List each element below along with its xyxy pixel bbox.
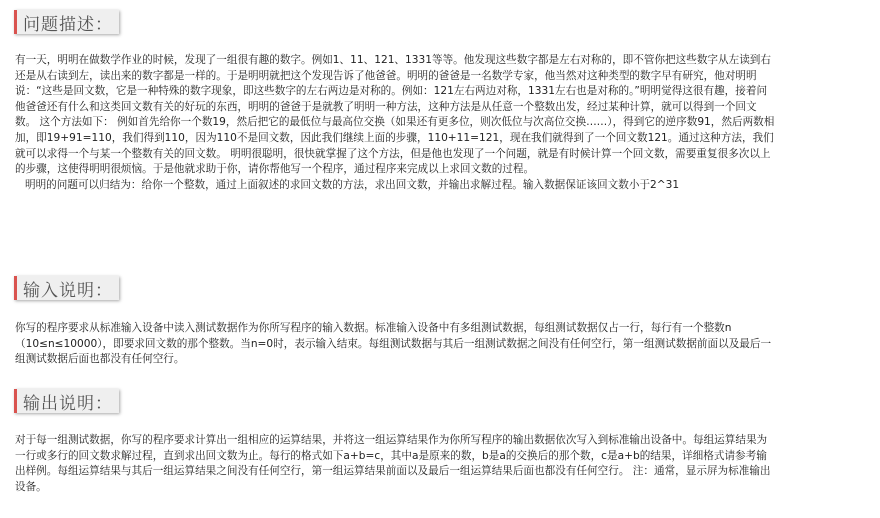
problem-section-title bbox=[14, 10, 119, 34]
problem-paragraph-2: 明明的问题可以归结为：给你一个整数，通过上面叙述的求回文数的方法，求出回文数，并输出求解过程。输入数据保证该回文数小于2^31 bbox=[25, 178, 680, 191]
input-description bbox=[15, 321, 775, 368]
problem-description bbox=[15, 53, 775, 193]
input-title-text: 输入说明： bbox=[23, 280, 113, 301]
output-title-text: 输出说明： bbox=[23, 393, 113, 414]
problem-title-text: 问题描述： bbox=[23, 14, 113, 35]
problem-paragraph-1: 有一天，明明在做数学作业的时候，发现了一组很有趣的数字。例如1、11、121、1331等等。他发现这些数字都是左右对称的，即不管你把这些数字从左读到右还是从右读到左，读出来的数字都是一样的。于是明明就把这个发现告诉了他爸爸。明明的爸爸是一名数学专家，他当然对这种类型的数字早有研究，他对明明说：“这些是回文数，它是一种特殊的数字现象，即这些数字的左右两边是对称的。例如：121左右两边对称，1331左右也是对称的。”明明觉得这很有趣，接着问他爸爸还有什么和这类回文数有关的好玩的东西，明明的爸爸于是就教了明明一种方法，这种方法是从任意一个整数出发，经过某种计算，就可以得到一个回文数。 这个方法如下： 例如首先给你一个数19，然后把它的最低位与最高位交换（如果还有更多位，则次低位与次高位交换……），得到它的逆序数91，然后两数相加，即19+91=110，我们得到110，因为110不是回文数，因此我们继续上面的步骤，110+11=121，现在我们就得到了一个回文数121。通过这种方法，我们就可以求得一个与某一个整数有关的回文数。 明明很聪明，很快就掌握了这个方法，但是他也发现了一个问题，就是有时候计算一个回文数，需要重复很多次以上的步骤，这使得明明很烦恼。于是他就求助于你，请你帮他写一个程序，通过程序来完成以上求回文数的过程。 bbox=[15, 54, 775, 176]
output-paragraph: 对于每一组测试数据，你写的程序要求计算出一组相应的运算结果，并将这一组运算结果作为你所写程序的输出数据依次写入到标准输出设备中。每组运算结果为一行或多行的回文数求解过程，直到求出回文数为止。每行的格式如下a+b=c，其中a是原来的数，b是a的交换后的那个数，c是a+b的结果，详细格式请参考输出样例。每组运算结果与其后一组运算结果之间没有任何空行，第一组运算结果前面以及最后一组运算结果后面也都没有任何空行。 注：通常，显示屏为标准输出设备。 bbox=[15, 434, 771, 493]
input-paragraph: 你写的程序要求从标准输入设备中读入测试数据作为你所写程序的输入数据。标准输入设备中有多组测试数据，每组测试数据仅占一行，每行有一个整数n（10≤n≤10000），即要求回文数的那个整数。当n=0时，表示输入结束。每组测试数据与其后一组测试数据之间没有任何空行，第一组测试数据前面以及最后一组测试数据后面也都没有任何空行。 bbox=[15, 322, 772, 366]
output-description bbox=[15, 433, 775, 495]
output-section-title bbox=[14, 389, 119, 413]
input-section-title bbox=[14, 276, 119, 300]
